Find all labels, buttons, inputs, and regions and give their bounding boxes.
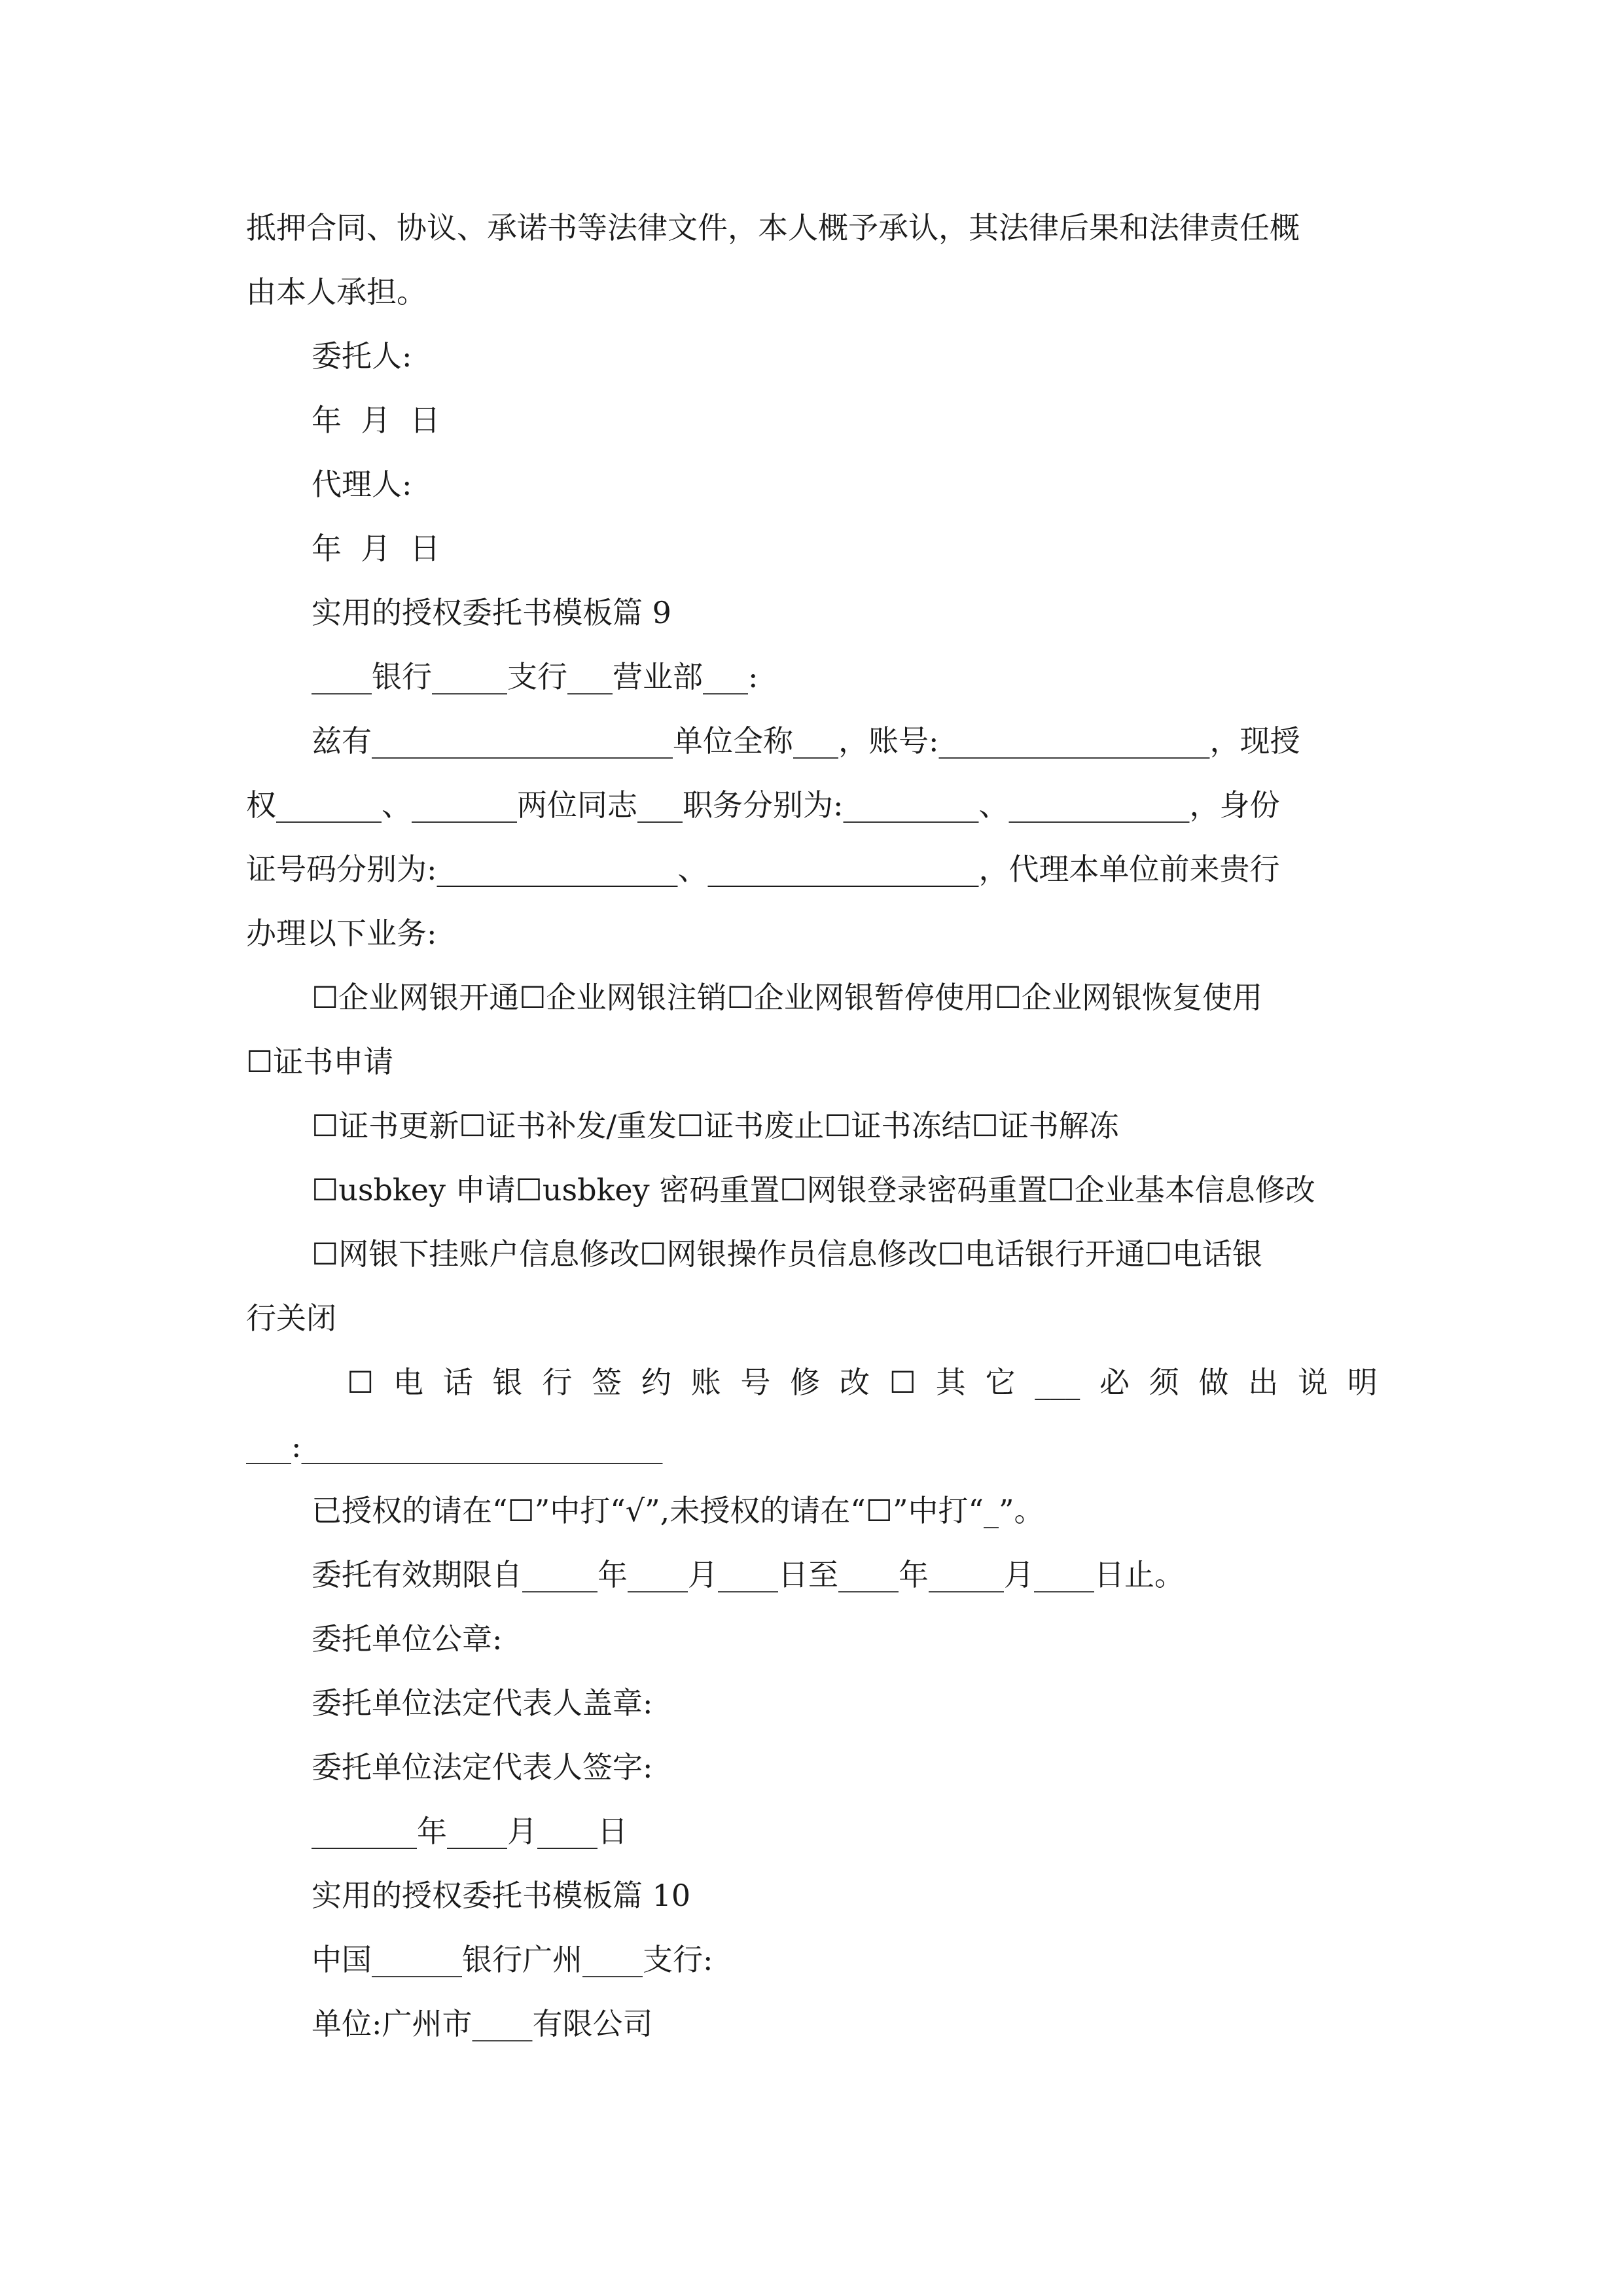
justified-char: ___ [1035,1365,1080,1400]
text-line: 办理以下业务: [246,916,437,951]
text-line: 由本人承担。 [246,274,427,310]
rep-seal-label: 委托单位法定代表人盖章: [312,1685,653,1721]
justified-char: 话 [442,1365,473,1400]
seal-label: 委托单位公章: [312,1621,503,1657]
justified-char: 其 [935,1365,966,1400]
checkbox-line: ☐证书更新☐证书补发/重发☐证书废止☐证书冻结☐证书解冻 [312,1108,1119,1143]
text-line: 权_______、_______两位同志___职务分别为:_________、____________，身份 [246,787,1280,823]
justified-char: 明 [1347,1365,1378,1400]
date-line: 年 月 日 [312,531,440,566]
section-heading: 实用的授权委托书模板篇 10 [312,1878,691,1913]
text-line: ___:________________________ [246,1429,663,1464]
date-line: 年 月 日 [312,403,440,438]
principal-label: 委托人: [312,338,412,374]
rep-signature-label: 委托单位法定代表人签字: [312,1749,653,1785]
text-line: 证号码分别为:________________、__________________，代理本单位前来贵行 [246,852,1280,887]
justified-char: 行 [542,1365,573,1400]
addressee-line: 中国______银行广州____支行: [312,1942,713,1977]
checkbox-line: ☐网银下挂账户信息修改☐网银操作员信息修改☐电话银行开通☐电话银 [312,1236,1262,1272]
justified-char: 银 [492,1365,523,1400]
justified-char: 改 [839,1365,870,1400]
justified-char: 签 [592,1365,622,1400]
checkbox-line: 行关闭 [246,1300,336,1336]
agent-label: 代理人: [312,467,412,502]
date-line: _______年____月____日 [312,1814,628,1849]
checkbox-line: ☐企业网银开通☐企业网银注销☐企业网银暂停使用☐企业网银恢复使用 [312,980,1262,1015]
justified-char: 修 [790,1365,821,1400]
justified-char: 号 [740,1365,771,1400]
unit-line: 单位:广州市____有限公司 [312,2006,653,2041]
justified-char: 它 [985,1365,1016,1400]
validity-line: 委托有效期限自_____年____月____日至____年_____月____日止。 [312,1557,1185,1592]
justified-char: ☐ [889,1365,916,1400]
checkbox-line: ☐usbkey 申请☐usbkey 密码重置☐网银登录密码重置☐企业基本信息修改 [312,1172,1315,1208]
checkbox-line-justified [347,1363,1378,1402]
text-line: 兹有____________________单位全称___，账号:__________________，现授 [312,723,1300,759]
justified-char: ☐ [347,1365,374,1400]
justified-char: 出 [1248,1365,1279,1400]
justified-char: 账 [690,1365,721,1400]
justified-char: 约 [641,1365,671,1400]
addressee-line: ____银行_____支行___营业部___: [312,659,758,694]
text-line: 抵押合同、协议、承诺书等法律文件，本人概予承认，其法律后果和法律责任概 [246,210,1300,245]
instruction-line: 已授权的请在“☐”中打“√”,未授权的请在“☐”中打“_”。 [312,1493,1044,1528]
justified-char: 电 [393,1365,424,1400]
justified-char: 做 [1198,1365,1229,1400]
justified-char: 须 [1149,1365,1179,1400]
justified-char: 说 [1298,1365,1329,1400]
justified-char: 必 [1099,1365,1130,1400]
section-heading: 实用的授权委托书模板篇 9 [312,595,671,630]
checkbox-line: ☐证书申请 [246,1044,394,1079]
